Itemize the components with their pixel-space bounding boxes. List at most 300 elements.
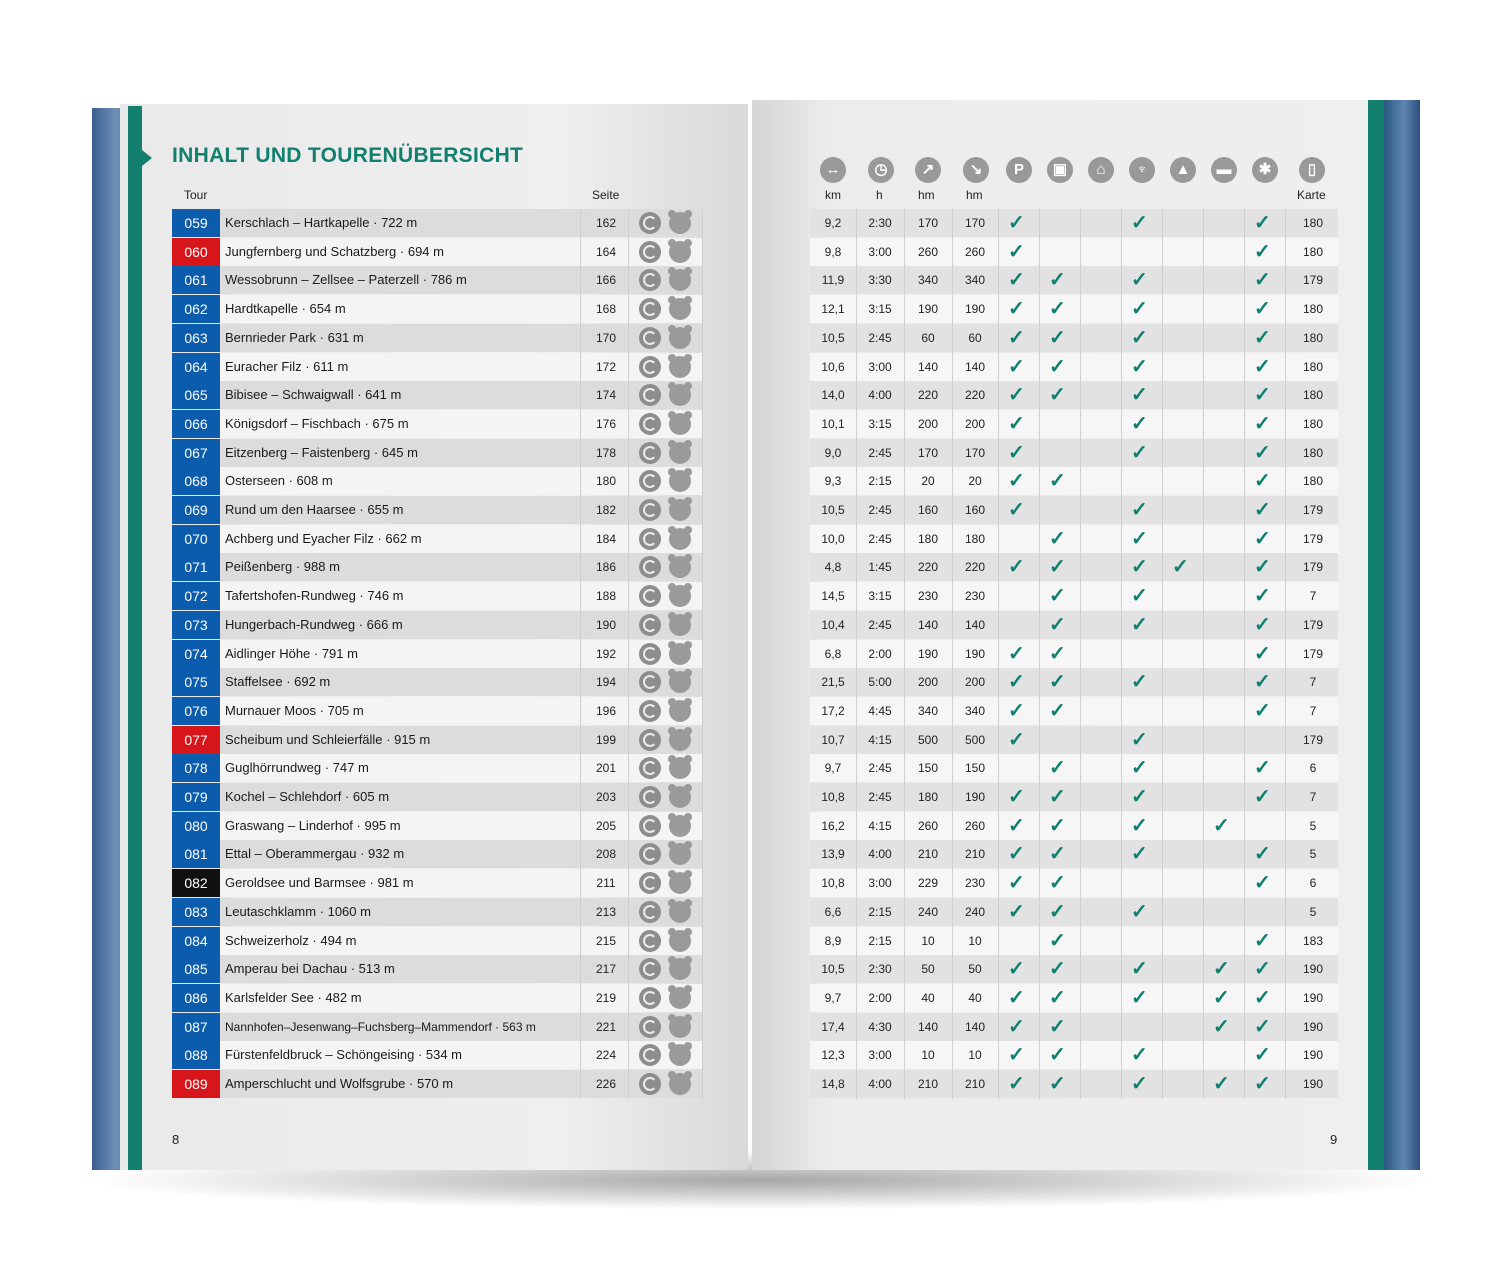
tour-km: 10,0 [821, 531, 845, 546]
table-row [172, 353, 702, 381]
table-row-stats [810, 898, 1338, 926]
table-row-stats [810, 439, 1338, 467]
tour-up: 240 [917, 904, 939, 919]
check-icon: ✓ [1254, 613, 1271, 636]
check-icon: ✓ [1254, 412, 1271, 435]
tour-number: 069 [172, 496, 220, 524]
table-row [172, 381, 702, 409]
tour-number: 061 [172, 266, 220, 294]
tour-map-number: 5 [1309, 818, 1317, 833]
header-seite: Seite [592, 188, 620, 202]
check-icon: ✓ [1008, 786, 1025, 808]
check-icon: ✓ [1131, 326, 1148, 349]
check-icon: ✓ [1008, 556, 1025, 579]
tour-page: 196 [595, 703, 617, 718]
tour-page: 188 [595, 589, 617, 604]
family-bear-icon [669, 356, 691, 378]
tour-name: Leutaschklamm · 1060 m [225, 903, 371, 919]
tour-km: 10,1 [821, 416, 845, 431]
check-icon: ✓ [1131, 269, 1148, 292]
tour-km: 14,5 [821, 589, 845, 604]
check-icon: ✓ [1008, 728, 1025, 751]
check-icon: ✓ [1008, 900, 1025, 923]
route-type-icon [639, 470, 661, 492]
table-row-stats [810, 783, 1338, 811]
check-icon: ✓ [1254, 240, 1271, 263]
tour-map-number: 180 [1302, 445, 1324, 460]
tour-map-number: 180 [1302, 244, 1324, 259]
tour-dn: 140 [964, 617, 986, 632]
route-type-icon [639, 643, 661, 665]
tour-dn: 260 [964, 818, 986, 833]
route-type-icon [639, 786, 661, 808]
tour-number: 068 [172, 467, 220, 495]
table-row [172, 266, 702, 294]
tour-h: 2:00 [868, 646, 892, 661]
tour-number: 080 [172, 812, 220, 840]
table-row [172, 1041, 702, 1069]
tour-name: Euracher Filz · 611 m [225, 358, 349, 374]
tour-h: 3:00 [868, 244, 892, 259]
family-bear-icon [669, 700, 691, 722]
table-row [172, 496, 702, 524]
table-row [172, 410, 702, 438]
right-page-teal-bar [1368, 100, 1384, 1170]
table-row-stats [810, 1013, 1338, 1041]
tour-h: 2:30 [868, 962, 892, 977]
tour-number: 076 [172, 697, 220, 725]
tour-number: 067 [172, 439, 220, 467]
grid-line [1039, 209, 1040, 1099]
tour-page: 164 [595, 244, 617, 259]
check-icon: ✓ [1008, 958, 1025, 981]
check-icon: ✓ [1008, 814, 1025, 837]
grid-line [580, 209, 581, 1099]
tour-km: 13,9 [821, 847, 845, 862]
check-icon: ✓ [1254, 1073, 1271, 1095]
tour-up: 260 [917, 244, 939, 259]
tour-map-number: 6 [1309, 876, 1317, 891]
tour-map-number: 179 [1302, 503, 1324, 517]
table-row-stats [810, 984, 1338, 1012]
route-type-icon [639, 843, 661, 865]
tour-dn: 10 [968, 933, 982, 948]
table-row-stats [810, 869, 1338, 897]
tour-h: 4:15 [868, 818, 892, 833]
tour-page: 162 [595, 216, 617, 230]
check-icon: ✓ [1254, 326, 1271, 349]
table-row-stats [810, 324, 1338, 352]
tour-h: 4:15 [868, 732, 892, 747]
check-icon: ✓ [1008, 699, 1025, 722]
check-icon: ✓ [1008, 1015, 1025, 1038]
header-karte: Karte [1297, 188, 1326, 202]
route-type-icon [639, 1073, 661, 1095]
map-icon: ▯ [1299, 157, 1325, 183]
check-icon: ✓ [1008, 499, 1025, 521]
tour-up: 229 [917, 876, 939, 891]
tour-km: 9,7 [824, 990, 842, 1005]
tour-km: 9,0 [824, 445, 842, 460]
check-icon: ✓ [1131, 412, 1148, 435]
tour-map-number: 180 [1302, 416, 1324, 431]
check-icon: ✓ [1131, 671, 1148, 694]
tour-page: 190 [595, 617, 617, 632]
check-icon: ✓ [1131, 1073, 1148, 1095]
table-row-stats [810, 668, 1338, 696]
tour-name: Ettal – Oberammergau · 932 m [225, 846, 405, 862]
tour-up: 200 [917, 675, 939, 690]
check-icon: ✓ [1008, 1073, 1025, 1095]
check-icon: ✓ [1008, 240, 1025, 263]
tour-up: 20 [921, 474, 935, 489]
family-bear-icon [669, 757, 691, 779]
check-icon: ✓ [1254, 929, 1271, 952]
tour-km: 11,9 [821, 273, 845, 288]
tour-page: 180 [595, 474, 617, 489]
tour-dn: 10 [968, 1048, 982, 1063]
check-icon: ✓ [1008, 298, 1025, 321]
tour-map-number: 190 [1302, 1048, 1324, 1063]
table-row-stats [810, 209, 1338, 237]
tour-km: 14,8 [821, 1077, 845, 1091]
tour-km: 16,2 [821, 818, 845, 833]
check-icon: ✓ [1049, 585, 1066, 608]
grid-line [856, 209, 857, 1099]
family-bear-icon [669, 614, 691, 636]
tour-map-number: 179 [1302, 646, 1324, 661]
tour-h: 4:00 [868, 1077, 892, 1091]
route-type-icon [639, 757, 661, 779]
tour-name: Bibisee – Schwaigwall · 641 m [225, 387, 402, 403]
check-icon: ✓ [1254, 499, 1271, 521]
tour-up: 150 [917, 761, 939, 776]
tour-dn: 260 [964, 244, 986, 259]
check-icon: ✓ [1254, 757, 1271, 780]
check-icon: ✓ [1254, 269, 1271, 292]
check-icon: ✓ [1254, 1044, 1271, 1067]
check-icon: ✓ [1131, 298, 1148, 321]
check-icon: ✓ [1008, 642, 1025, 665]
tour-h: 4:00 [868, 847, 892, 862]
tour-map-number: 179 [1302, 732, 1324, 747]
tour-h: 1:45 [868, 560, 892, 575]
tour-up: 340 [917, 703, 939, 718]
tour-page: 166 [595, 273, 617, 288]
family-bear-icon [669, 930, 691, 952]
tour-number: 083 [172, 898, 220, 926]
tour-number: 086 [172, 984, 220, 1012]
grid-line [628, 209, 629, 1099]
tour-name: Nannhofen–Jesenwang–Fuchsberg–Mammendorf · 563 m [225, 1019, 536, 1034]
family-bear-icon [669, 269, 691, 291]
tour-map-number: 7 [1309, 589, 1317, 604]
check-icon: ✓ [1008, 441, 1025, 464]
table-row-stats [810, 812, 1338, 840]
tour-number: 074 [172, 640, 220, 668]
check-icon: ✓ [1049, 929, 1066, 952]
tour-km: 8,9 [824, 933, 842, 948]
family-bear-icon [669, 1044, 691, 1066]
check-icon: ✓ [1008, 843, 1025, 866]
tour-h: 4:30 [868, 1019, 892, 1034]
tour-km: 6,8 [824, 646, 842, 661]
grid-line [1203, 209, 1204, 1099]
route-type-icon [639, 901, 661, 923]
grid-line [998, 209, 999, 1099]
tour-map-number: 7 [1309, 675, 1317, 690]
tour-dn: 60 [968, 330, 982, 345]
tour-name: Aidlinger Höhe · 791 m [225, 645, 358, 661]
check-icon: ✓ [1008, 470, 1025, 493]
family-bear-icon [669, 815, 691, 837]
tour-dn: 140 [964, 359, 986, 374]
table-row-stats [810, 525, 1338, 553]
family-bear-icon [669, 1073, 691, 1095]
tour-h: 2:15 [868, 904, 892, 919]
check-icon: ✓ [1008, 671, 1025, 694]
tour-number: 071 [172, 553, 220, 581]
tour-h: 2:00 [868, 990, 892, 1005]
family-bear-icon [669, 958, 691, 980]
check-icon: ✓ [1131, 556, 1148, 579]
tour-page: 203 [595, 790, 617, 804]
tour-page: 224 [595, 1048, 617, 1063]
route-type-icon [639, 269, 661, 291]
tour-up: 190 [917, 646, 939, 661]
tour-h: 3:00 [868, 1048, 892, 1063]
tour-number: 081 [172, 840, 220, 868]
check-icon: ✓ [1049, 671, 1066, 694]
table-row [172, 439, 702, 467]
check-icon: ✓ [1254, 585, 1271, 608]
check-icon: ✓ [1213, 814, 1230, 837]
family-bear-icon [669, 671, 691, 693]
page-title: INHALT UND TOURENÜBERSICHT [172, 144, 524, 167]
route-type-icon [639, 872, 661, 894]
family-bear-icon [669, 528, 691, 550]
family-bear-icon [669, 729, 691, 751]
tour-dn: 160 [964, 503, 986, 517]
table-row [172, 726, 702, 754]
tour-number: 062 [172, 295, 220, 323]
tour-dn: 190 [964, 646, 986, 661]
tour-h: 2:15 [868, 933, 892, 948]
bus-icon: ▣ [1047, 157, 1073, 183]
tour-up: 180 [917, 531, 939, 546]
tour-dn: 230 [964, 589, 986, 604]
tour-km: 6,6 [824, 904, 842, 919]
family-bear-icon [669, 1016, 691, 1038]
tour-h: 3:00 [868, 359, 892, 374]
tour-page: 211 [596, 876, 616, 891]
table-row-stats [810, 697, 1338, 725]
clock-icon: ◷ [868, 157, 894, 183]
parking-icon: P [1006, 157, 1032, 183]
route-type-icon [639, 614, 661, 636]
check-icon: ✓ [1131, 212, 1148, 234]
signpost-icon: ↔ [820, 157, 846, 183]
tour-name: Hungerbach-Rundweg · 666 m [225, 616, 403, 632]
check-icon: ✓ [1049, 527, 1066, 550]
table-row-stats [810, 640, 1338, 668]
table-row [172, 812, 702, 840]
check-icon: ✓ [1049, 326, 1066, 349]
family-bear-icon [669, 413, 691, 435]
tour-up: 140 [917, 617, 939, 632]
tour-km: 10,4 [821, 617, 845, 632]
check-icon: ✓ [1254, 355, 1271, 378]
tour-km: 10,8 [821, 790, 845, 804]
tour-name: Karlsfelder See · 482 m [225, 989, 362, 1005]
tour-name: Jungfernberg und Schatzberg · 694 m [225, 243, 444, 259]
tour-number: 059 [172, 209, 220, 237]
check-icon: ✓ [1254, 786, 1271, 808]
tour-h: 3:15 [868, 302, 892, 317]
tour-up: 140 [917, 359, 939, 374]
grid-line [1080, 209, 1081, 1099]
tour-dn: 340 [964, 703, 986, 718]
descent-icon: ↘ [963, 157, 989, 183]
tour-up: 140 [917, 1019, 939, 1034]
grid-line [1244, 209, 1245, 1099]
tour-km: 17,4 [821, 1019, 845, 1034]
check-icon: ✓ [1049, 642, 1066, 665]
tour-dn: 190 [964, 302, 986, 317]
tour-page: 219 [595, 990, 617, 1005]
grid-line [952, 209, 953, 1099]
table-row-stats [810, 582, 1338, 610]
route-type-icon [639, 1044, 661, 1066]
tour-name: Peißenberg · 988 m [225, 559, 340, 575]
check-icon: ✓ [1213, 1073, 1230, 1095]
grid-line [702, 209, 703, 1099]
check-icon: ✓ [1049, 298, 1066, 321]
tour-map-number: 5 [1309, 904, 1317, 919]
tour-up: 60 [921, 330, 935, 345]
family-bear-icon [669, 843, 691, 865]
check-icon: ✓ [1049, 757, 1066, 780]
table-row [172, 754, 702, 782]
table-row [172, 955, 702, 983]
check-icon: ✓ [1049, 699, 1066, 722]
check-icon: ✓ [1008, 355, 1025, 378]
header-h: h [876, 188, 883, 202]
tour-h: 2:45 [868, 617, 892, 632]
table-row [172, 927, 702, 955]
check-icon: ✓ [1254, 1015, 1271, 1038]
tour-dn: 20 [968, 474, 982, 489]
tour-map-number: 190 [1302, 1019, 1324, 1034]
tour-h: 2:45 [868, 790, 892, 804]
route-type-icon [639, 729, 661, 751]
tour-h: 4:45 [868, 703, 892, 718]
header-hm-up: hm [918, 188, 935, 202]
table-row-stats [810, 754, 1338, 782]
tour-name: Königsdorf – Fischbach · 675 m [225, 415, 409, 431]
tour-dn: 40 [968, 990, 982, 1005]
tour-h: 3:15 [868, 416, 892, 431]
header-km: km [825, 188, 841, 202]
check-icon: ✓ [1049, 556, 1066, 579]
table-row [172, 1070, 702, 1098]
check-icon: ✓ [1008, 212, 1025, 234]
tour-map-number: 180 [1302, 388, 1324, 403]
tour-dn: 200 [964, 675, 986, 690]
tour-map-number: 7 [1309, 703, 1317, 718]
check-icon: ✓ [1213, 1015, 1230, 1038]
tour-up: 170 [917, 445, 939, 460]
tour-map-number: 179 [1302, 617, 1324, 632]
tour-page: 217 [595, 962, 617, 977]
tour-page: 168 [595, 302, 617, 317]
check-icon: ✓ [1131, 613, 1148, 636]
tour-h: 2:45 [868, 330, 892, 345]
tour-km: 17,2 [821, 703, 845, 718]
tour-km: 10,5 [821, 962, 845, 977]
family-bear-icon [669, 442, 691, 464]
table-row [172, 525, 702, 553]
check-icon: ✓ [1131, 384, 1148, 407]
table-row [172, 582, 702, 610]
family-bear-icon [669, 241, 691, 263]
check-icon: ✓ [1049, 843, 1066, 866]
family-bear-icon [669, 987, 691, 1009]
check-icon: ✓ [1254, 986, 1271, 1009]
family-bear-icon [669, 585, 691, 607]
table-row-stats [810, 410, 1338, 438]
tour-up: 190 [917, 302, 939, 317]
tour-km: 14,0 [821, 388, 845, 403]
tour-map-number: 180 [1302, 216, 1324, 230]
check-icon: ✓ [1131, 786, 1148, 808]
tour-name: Amperschlucht und Wolfsgrube · 570 m [225, 1076, 454, 1091]
tour-name: Fürstenfeldbruck – Schöngeising · 534 m [225, 1047, 463, 1063]
check-icon: ✓ [1049, 384, 1066, 407]
table-row-stats [810, 840, 1338, 868]
tour-h: 5:00 [868, 675, 892, 690]
check-icon: ✓ [1008, 1044, 1025, 1067]
table-row-stats [810, 381, 1338, 409]
tour-km: 4,8 [824, 560, 842, 575]
tour-number: 084 [172, 927, 220, 955]
tour-dn: 210 [964, 1077, 986, 1091]
route-type-icon [639, 384, 661, 406]
tour-name: Murnauer Moos · 705 m [225, 702, 364, 718]
tour-km: 9,2 [824, 216, 842, 230]
table-row [172, 209, 702, 237]
tour-page: 213 [595, 904, 617, 919]
check-icon: ✓ [1049, 900, 1066, 923]
check-icon: ✓ [1008, 986, 1025, 1009]
tour-h: 2:30 [868, 216, 892, 230]
tour-h: 2:15 [868, 474, 892, 489]
tour-dn: 230 [964, 876, 986, 891]
family-bear-icon [669, 901, 691, 923]
family-bear-icon [669, 212, 691, 234]
tour-dn: 190 [964, 790, 986, 804]
check-icon: ✓ [1131, 527, 1148, 550]
route-type-icon [639, 987, 661, 1009]
check-icon: ✓ [1131, 900, 1148, 923]
tour-up: 340 [917, 273, 939, 288]
tour-page: 184 [595, 531, 617, 546]
tour-page: 226 [595, 1077, 617, 1091]
tour-page: 172 [595, 359, 617, 374]
table-row [172, 467, 702, 495]
tour-dn: 210 [964, 847, 986, 862]
check-icon: ✓ [1254, 843, 1271, 866]
